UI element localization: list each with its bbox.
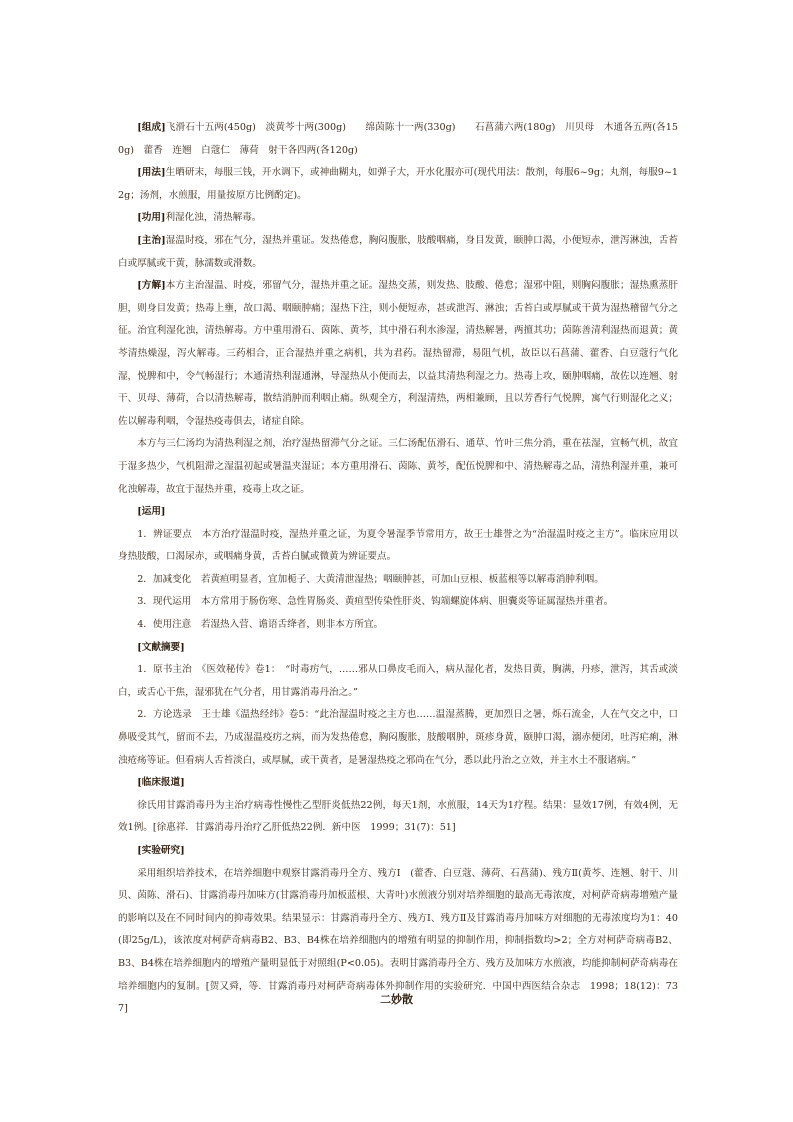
experiment-heading: [实验研究]	[137, 845, 185, 856]
usage-paragraph	[118, 162, 678, 207]
literature-item: 1．原书主治 《医效秘传》卷1： “时毒疠气，……邪从口鼻皮毛而入，病从湿化者，发热目黄，胸满，丹疹，泄泻，其舌或淡白，或舌心干焦，湿邪犹在气分者，用甘露消毒丹治之。”	[118, 664, 678, 698]
usage-tag: [用法]	[137, 167, 166, 179]
literature-item: 2．方论选录 王士雄《温热经纬》卷5：“此治湿温时疫之主方也……温湿蒸腾，更加烈日之暑，烁石流金，人在气交之中，口鼻吸受其气，留而不去，乃成湿温疫疠之病，而为发热倦怠，胸闷腹胀，肢酸咽肿，斑疹身黄，颐肿口渴，溺赤便闭，吐泻疟痢，淋浊疮疡等证。但看病人舌苔淡白，或厚腻，或干黄者，是暑湿热疫之邪尚在气分，悉以此丹治之立效，并主水土不服诸病。”	[118, 709, 678, 766]
analysis-paragraph	[118, 275, 678, 433]
application-item: 3．现代运用 本方常用于肠伤寒、急性胃肠炎、黄疸型传染性肝炎、钩端螺旋体病、胆囊炎等证属湿热并重者。	[137, 596, 614, 608]
next-formula-title: 二妙散	[380, 993, 413, 1006]
composition-text: 飞滑石十五两(450g) 淡黄芩十两(300g) 绵茵陈十一两(330g) 石菖蒲六两(180g) 川贝母 木通各五两(各150g) 藿香 连翘 白蔻仁 薄荷 射干各四两(各120g)	[118, 122, 678, 156]
indication-text: 湿温时疫，邪在气分，湿热并重证。发热倦怠，胸闷腹胀，肢酸咽痛，身目发黄，颐肿口渴，小便短赤，泄泻淋浊，舌苔白或厚腻或干黄，脉濡数或滑数。	[118, 234, 678, 269]
application-item: 4．使用注意 若湿热入营、谵语舌绛者，则非本方所宜。	[137, 619, 384, 631]
usage-text: 生晒研末，每服三钱，开水调下，或神曲糊丸，如弹子大，开水化服亦可(现代用法：散剂，每服6~9g；丸剂，每服9~12g；汤剂，水煎服，用量按原方比例酌定)。	[118, 167, 678, 201]
effect-tag: [功用]	[137, 212, 166, 224]
indication-paragraph	[118, 230, 678, 275]
effect-paragraph	[118, 207, 678, 230]
analysis-comparison-paragraph: 本方与三仁汤均为清热利湿之剂，治疗湿热留滞气分之证。三仁汤配伍滑石、通草、竹叶三焦分消，重在祛湿，宣畅气机，故宜于湿多热少，气机阻滞之湿温初起或暑温夹湿证；本方重用滑石、茵陈、黄芩，配伍悦脾和中、清热解毒之品，清热利湿并重，兼可化浊解毒，故宜于湿热并重，疫毒上攻之证。	[118, 438, 678, 495]
analysis-text: 本方主治湿温、时疫，邪留气分，湿热并重之证。湿热交蒸，则发热、肢酸、倦怠；湿邪中阻，则胸闷腹胀；湿热熏蒸肝胆，则身目发黄；热毒上壅，故口渴、咽颐肿痛；湿热下注，则小便短赤，甚或泄泻、淋浊；舌苔白或厚腻或干黄为湿热稽留气分之征。治宜利湿化浊，清热解毒。方中重用滑石、茵陈、黄芩，其中滑石利水渗湿，清热解暑，两擅其功；茵陈善清利湿热而退黄；黄芩清热燥湿，泻火解毒。三药相合，正合湿热并重之病机，共为君药。湿热留滞，易阻气机，故臣以石菖蒲、藿香、白豆蔻行气化湿，悦脾和中，令气畅湿行；木通清热利湿通淋，导湿热从小便而去，以益其清热利湿之力。热毒上攻，颐肿咽痛，故佐以连翘、射干、贝母、薄荷，合以清热解毒，散结消肿而利咽止痛。纵观全方，利湿清热，两相兼顾，且以芳香行气悦脾，寓气行则湿化之义；佐以解毒利咽，令湿热疫毒俱去，诸症自除。	[118, 280, 678, 427]
indication-tag: [主治]	[137, 234, 166, 246]
composition-paragraph	[118, 117, 678, 162]
document-body	[118, 117, 678, 1021]
composition-tag: [组成]	[137, 122, 166, 133]
experiment-paragraph: 采用组织培养技术，在培养细胞中观察甘露消毒丹全方、残方Ⅰ (藿香、白豆蔻、薄荷、石菖蒲)、残方Ⅱ(黄芩、连翘、射干、川贝、茵陈、滑石)、甘露消毒丹加味方(甘露消毒丹加板蓝根、大青叶)水煎液分别对培养细胞的最高无毒浓度，对柯萨奇病毒增殖产量的影响以及在不同时间内的抑毒效果。结果显示：甘露消毒丹全方、残方Ⅰ、残方Ⅱ及甘露消毒丹加味方对细胞的无毒浓度均为1：40(即25g/L)，该浓度对柯萨奇病毒B2、B3、B4株在培养细胞内的增殖有明显的抑制作用，抑制指数均>2；全方对柯萨奇病毒B2、B3、B4株在培养细胞内的增殖产量明显低于对照组(P<0.05)。表明甘露消毒丹全方、残方及加味方水煎液，均能抑制柯萨奇病毒在培养细胞内的复制。[贺又舜，等．甘露消毒丹对柯萨奇病毒体外抑制作用的实验研究．中国中西医结合杂志 1998；18(12)：737]	[118, 867, 678, 1015]
clinical-paragraph: 徐氏用甘露消毒丹为主治疗病毒性慢性乙型肝炎低热22例，每天1剂，水煎服，14天为1疗程。结果：显效17例，有效4例，无效1例。[徐惠祥．甘露消毒丹治疗乙肝低热22例．新中医 1999；31(7)：51]	[118, 799, 678, 834]
application-item: 2．加减变化 若黄疸明显者，宜加栀子、大黄清泄湿热；咽颐肿甚，可加山豆根、板蓝根等以解毒消肿利咽。	[137, 573, 604, 585]
analysis-tag: [方解]	[137, 280, 166, 292]
clinical-heading: [临床报道]	[137, 777, 185, 789]
effect-text: 利湿化浊，清热解毒。	[165, 212, 262, 224]
application-heading: [运用]	[137, 506, 166, 518]
literature-heading: [文献摘要]	[137, 641, 185, 653]
application-item: 1．辨证要点 本方治疗湿温时疫，湿热并重之证，为夏令暑湿季节常用方，故王士雄誉之为“治湿温时疫之主方”。临床应用以身热肢酸，口渴尿赤，或咽痛身黄，舌苔白腻或微黄为辨证要点。	[118, 528, 678, 563]
